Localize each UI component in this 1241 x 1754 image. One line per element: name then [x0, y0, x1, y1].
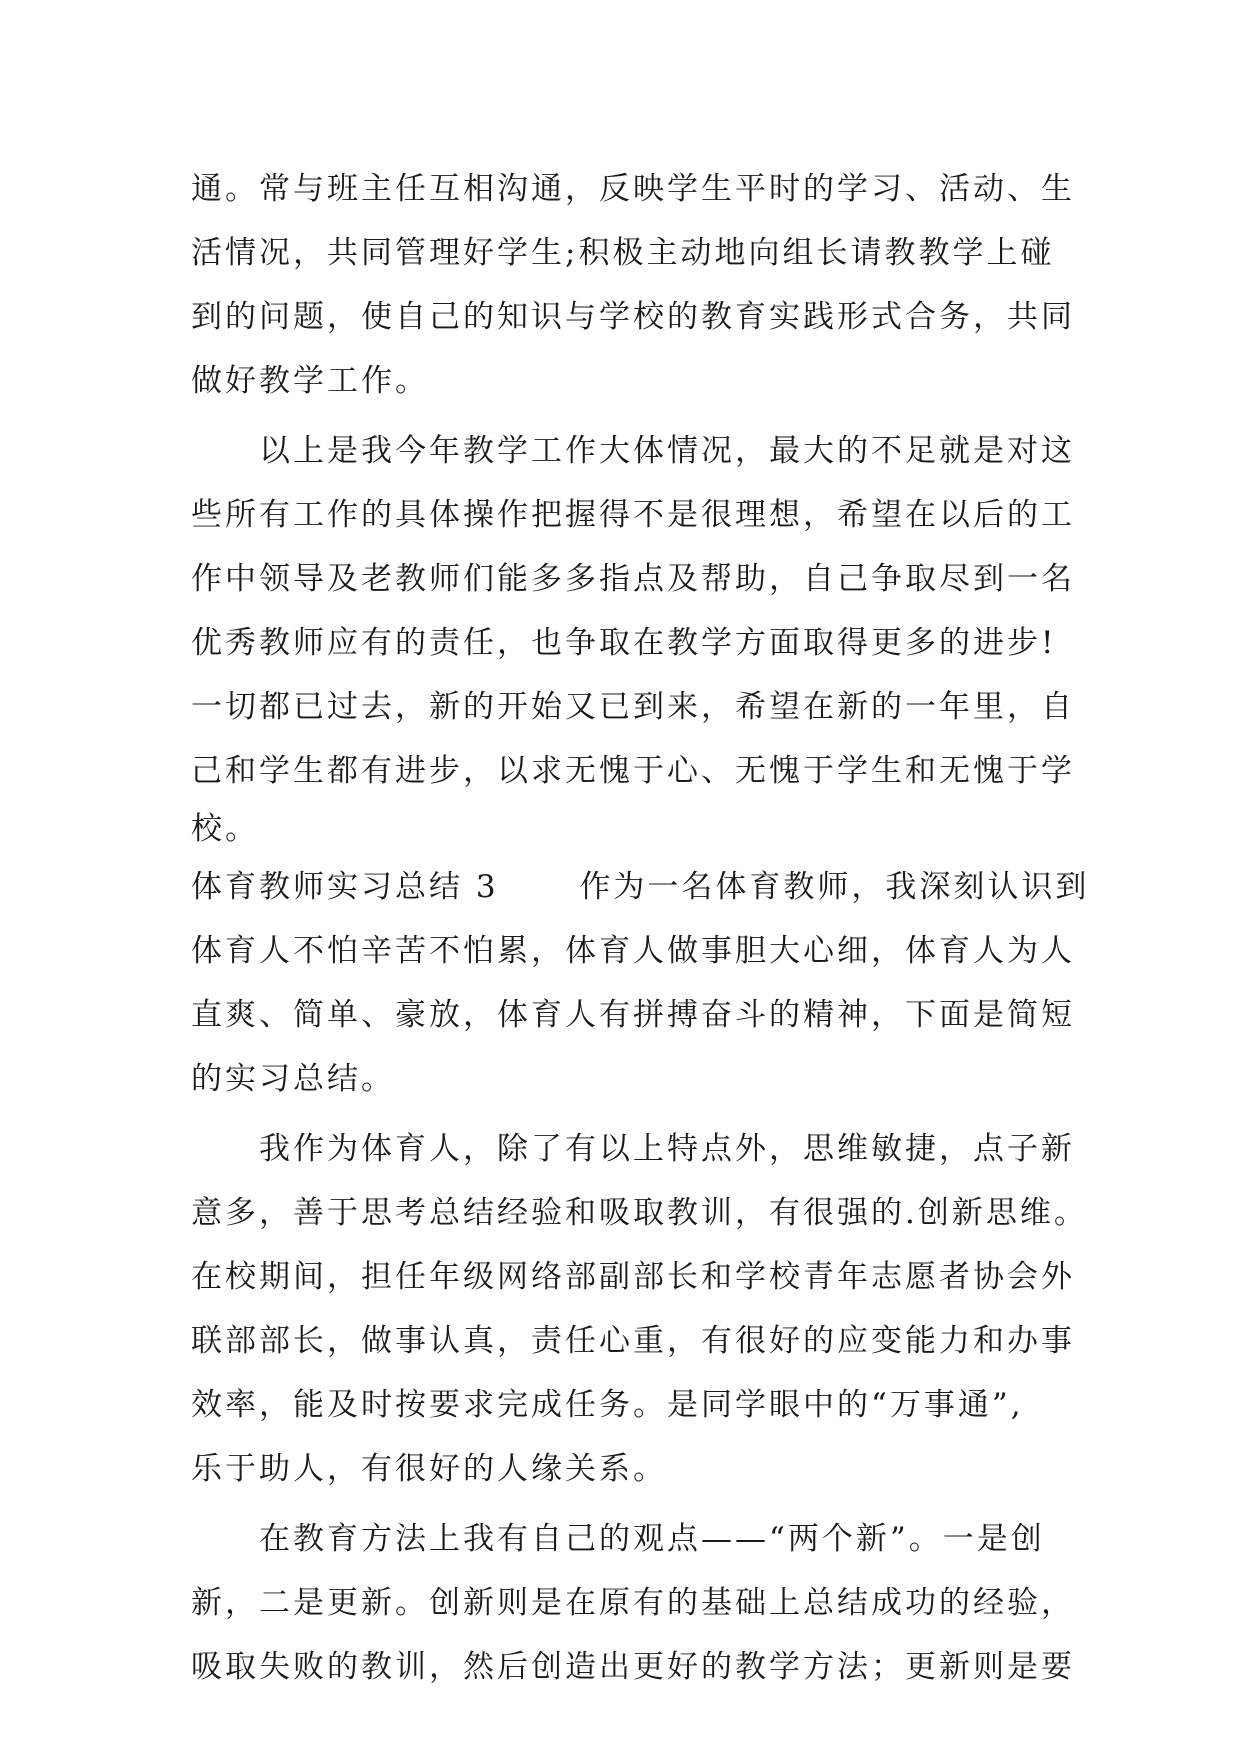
- text-line: 体育人不怕辛苦不怕累，体育人做事胆大心细，体育人为人: [191, 933, 1075, 969]
- section-heading-line: 体育教师实习总结 3 作为一名体育教师，我深刻认识到: [191, 869, 1090, 905]
- document-body: [191, 157, 1090, 1699]
- text-line: 些所有工作的具体操作把握得不是很理想，希望在以后的工: [191, 497, 1075, 533]
- paragraph-self: [191, 1117, 1088, 1501]
- text-line: 活情况，共同管理好学生;积极主动地向组长请教教学上碰: [191, 235, 1055, 271]
- text-line: 效率，能及时按要求完成任务。是同学眼中的“万事通”,: [191, 1387, 1024, 1423]
- text-line: 己和学生都有进步，以求无愧于心、无愧于学生和无愧于学: [191, 753, 1075, 789]
- text-line: 一切都已过去，新的开始又已到来，希望在新的一年里，自: [191, 689, 1075, 725]
- text-line: 作中领导及老教师们能多多指点及帮助，自己争取尽到一名: [191, 561, 1075, 597]
- section-heading-paragraph: [191, 855, 1090, 1111]
- paragraph-method: [191, 1507, 1075, 1699]
- paragraph-summary: [191, 419, 1075, 855]
- text-line: 做好教学工作。: [191, 363, 429, 399]
- text-line: 我作为体育人，除了有以上特点外，思维敏捷，点子新: [191, 1131, 1075, 1167]
- text-line: 在校期间，担任年级网络部副部长和学校青年志愿者协会外: [191, 1259, 1075, 1295]
- text-line: 的实习总结。: [191, 1061, 395, 1097]
- paragraph-continuation: [191, 157, 1075, 413]
- text-line: 直爽、简单、豪放，体育人有拼搏奋斗的精神，下面是简短: [191, 997, 1075, 1033]
- text-line: 意多，善于思考总结经验和吸取教训，有很强的.创新思维。: [191, 1195, 1088, 1231]
- text-line: 到的问题，使自己的知识与学校的教育实践形式合务，共同: [191, 299, 1075, 335]
- text-line: 通。常与班主任互相沟通，反映学生平时的学习、活动、生: [191, 171, 1075, 207]
- text-line: 联部部长，做事认真，责任心重，有很好的应变能力和办事: [191, 1323, 1075, 1359]
- text-line: 优秀教师应有的责任，也争取在教学方面取得更多的进步!: [191, 625, 1057, 661]
- text-line: 乐于助人，有很好的人缘关系。: [191, 1451, 667, 1487]
- text-line: 在教育方法上我有自己的观点——“两个新”。一是创: [191, 1521, 1045, 1557]
- text-line: 以上是我今年教学工作大体情况，最大的不足就是对这: [191, 433, 1075, 469]
- text-line: 校。: [191, 811, 259, 847]
- text-line: 吸取失败的教训，然后创造出更好的教学方法；更新则是要: [191, 1649, 1075, 1685]
- text-line: 新，二是更新。创新则是在原有的基础上总结成功的经验，: [191, 1585, 1075, 1621]
